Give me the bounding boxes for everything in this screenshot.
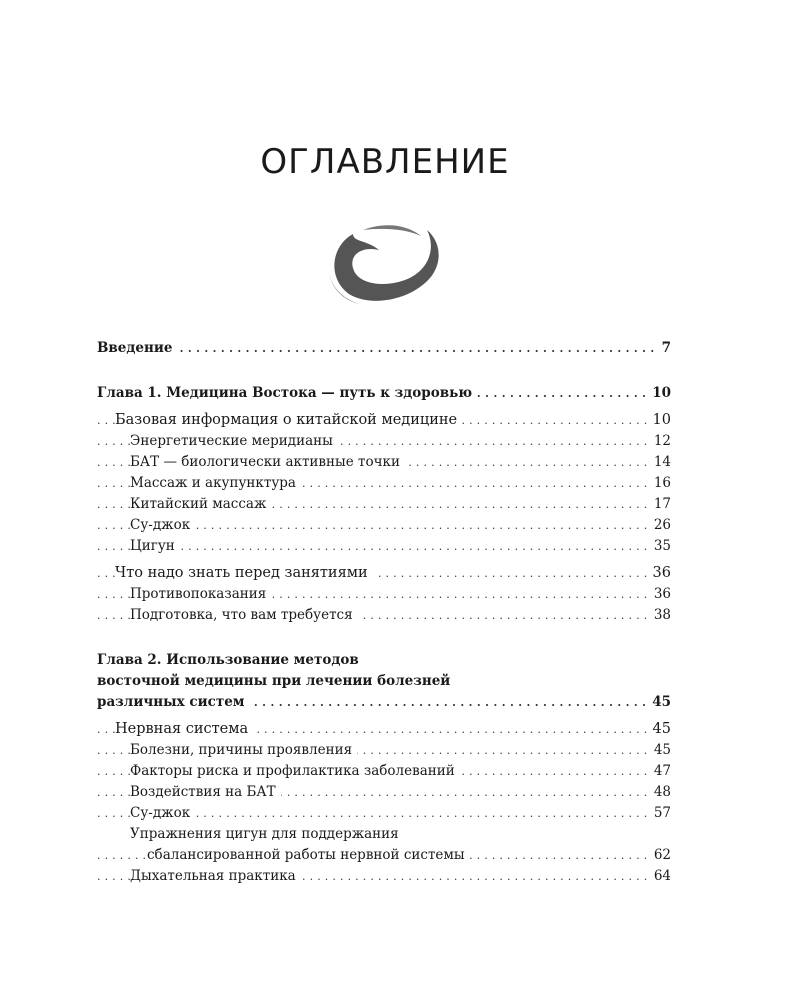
toc-page-number: 26 <box>648 515 671 536</box>
toc-entry-title: различных систем <box>97 694 250 710</box>
toc-chapter-1[interactable] <box>97 383 671 404</box>
toc-entry-title: Базовая информация о китайской медицине <box>115 412 462 428</box>
toc-entry-title: восточной медицины при лечении болезней <box>97 673 455 689</box>
table-of-contents <box>97 338 671 887</box>
toc-entry-title: Глава 2. Использование методов <box>97 652 364 668</box>
toc-entry-title: Цигун <box>130 538 180 554</box>
toc-subsection[interactable] <box>97 803 671 824</box>
toc-entry-title: Введение <box>97 340 177 356</box>
toc-entry-title: Китайский массаж <box>130 496 271 512</box>
toc-subsection[interactable] <box>97 584 671 605</box>
toc-subsection[interactable] <box>97 866 671 887</box>
toc-entry-title: Массаж и акупунктура <box>130 475 301 491</box>
toc-page-number: 7 <box>656 338 671 359</box>
toc-page-number: 38 <box>648 605 671 626</box>
toc-subsection[interactable] <box>97 515 671 536</box>
toc-section-nervous-system[interactable] <box>97 719 671 740</box>
toc-page-number: 48 <box>648 782 671 803</box>
toc-page-number: 36 <box>648 584 671 605</box>
toc-subsection[interactable] <box>97 494 671 515</box>
toc-page-number: 62 <box>648 845 671 866</box>
toc-entry-title: Нервная система <box>115 721 253 737</box>
toc-entry-title: Упражнения цигун для поддержания <box>130 826 404 842</box>
toc-subsection[interactable] <box>97 473 671 494</box>
toc-page-number: 16 <box>648 473 671 494</box>
toc-subsection[interactable] <box>97 740 671 761</box>
toc-page-number: 45 <box>646 692 671 713</box>
toc-page-number: 36 <box>647 563 671 584</box>
toc-entry-title: Су-джок <box>130 805 195 821</box>
toc-entry-title: Болезни, причины проявления <box>130 742 357 758</box>
toc-page-number: 45 <box>647 719 671 740</box>
toc-subsection-line-2[interactable] <box>97 845 671 866</box>
toc-entry-title: Су-джок <box>130 517 195 533</box>
toc-subsection-line-1[interactable] <box>97 824 671 845</box>
toc-page-number: 47 <box>648 761 671 782</box>
toc-page-number: 10 <box>647 410 671 431</box>
toc-page-number: 45 <box>648 740 671 761</box>
toc-chapter-2-line-1[interactable] <box>97 650 671 671</box>
toc-entry-title: Факторы риска и профилактика заболеваний <box>130 763 460 779</box>
toc-page-number: 17 <box>648 494 671 515</box>
toc-subsection[interactable] <box>97 761 671 782</box>
toc-subsection[interactable] <box>97 452 671 473</box>
toc-entry-title: сбалансированной работы нервной системы <box>147 847 470 863</box>
toc-subsection[interactable] <box>97 605 671 626</box>
toc-entry-title: Подготовка, что вам требуется <box>130 607 358 623</box>
toc-page-number: 57 <box>648 803 671 824</box>
toc-entry-title: БАТ — биологически активные точки <box>130 454 405 470</box>
toc-entry-title: Что надо знать перед занятиями <box>115 565 373 581</box>
toc-entry-title: Дыхательная практика <box>130 868 301 884</box>
toc-entry-title: Воздействия на БАТ <box>130 784 281 800</box>
toc-section-before-practice[interactable] <box>97 563 671 584</box>
toc-page-number: 14 <box>648 452 671 473</box>
toc-page-number: 12 <box>648 431 671 452</box>
toc-page-number: 35 <box>648 536 671 557</box>
toc-entry-title: Противопоказания <box>130 586 271 602</box>
toc-section-basic-info[interactable] <box>97 410 671 431</box>
toc-chapter-2-line-2[interactable] <box>97 671 671 692</box>
toc-entry-title: Энергетические меридианы <box>130 433 338 449</box>
toc-subsection[interactable] <box>97 431 671 452</box>
page-title: ОГЛАВЛЕНИЕ <box>260 142 510 182</box>
toc-entry-introduction[interactable] <box>97 338 671 359</box>
toc-chapter-2-line-3[interactable] <box>97 692 671 713</box>
toc-page-number: 10 <box>646 383 671 404</box>
swirl-emblem-icon <box>323 220 447 306</box>
toc-subsection[interactable] <box>97 536 671 557</box>
toc-page-number: 64 <box>648 866 671 887</box>
toc-entry-title: Глава 1. Медицина Востока — путь к здоровью <box>97 385 477 401</box>
toc-subsection[interactable] <box>97 782 671 803</box>
